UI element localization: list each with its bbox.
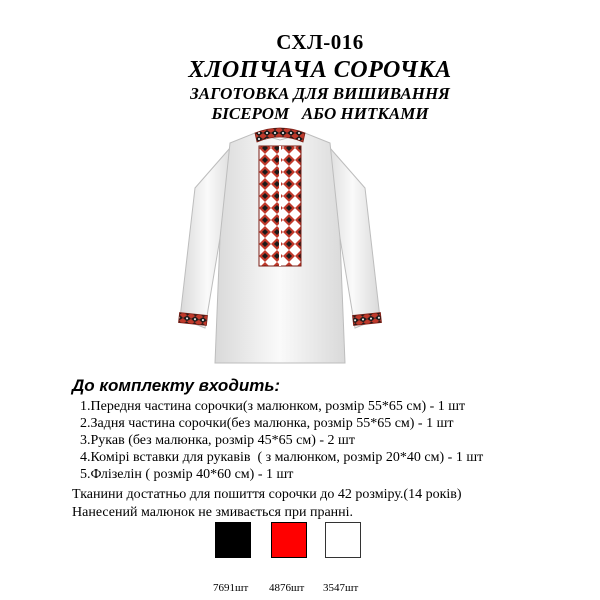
- subtitle-line-1: ЗАГОТОВКА ДЛЯ ВИШИВАННЯ: [190, 84, 450, 103]
- kit-item: 5.Флізелін ( розмір 40*60 см) - 1 шт: [80, 467, 294, 482]
- kit-item: 1.Передня частина сорочки(з малюнком, розмір 55*65 см) - 1 шт: [80, 399, 466, 414]
- kit-items: [80, 398, 483, 483]
- swatch-red: [271, 522, 307, 558]
- kit-item: 3.Рукав (без малюнка, розмір 45*65 см) - 2 шт: [80, 433, 355, 448]
- swatch-black: [215, 522, 251, 558]
- shirt-illustration: [175, 118, 385, 368]
- swatch-white: [325, 522, 361, 558]
- fabric-note: Тканини достатньо для пошиття сорочки до 42 розміру.(14 років): [72, 487, 462, 502]
- wash-note: Нанесений малюнок не змивається при пранні.: [72, 505, 354, 520]
- kit-heading: До комплекту входить:: [72, 376, 281, 395]
- swatch-count-white: 3547шт: [323, 582, 359, 594]
- kit-item: 4.Комірі вставки для рукавів ( з малюнком, розмір 20*40 см) - 1 шт: [80, 450, 484, 465]
- color-swatches: [215, 522, 375, 592]
- swatch-count-black: 7691шт: [213, 582, 249, 594]
- product-title: ХЛОПЧАЧА СОРОЧКА: [188, 57, 452, 83]
- kit-item: 2.Задня частина сорочки(без малюнка, розмір 55*65 см) - 1 шт: [80, 416, 454, 431]
- header: [0, 30, 600, 124]
- product-code: СХЛ-016: [276, 30, 364, 54]
- swatch-count-red: 4876шт: [269, 582, 305, 594]
- subtitle-line-2: БІСЕРОМ АБО НИТКАМИ: [211, 104, 429, 123]
